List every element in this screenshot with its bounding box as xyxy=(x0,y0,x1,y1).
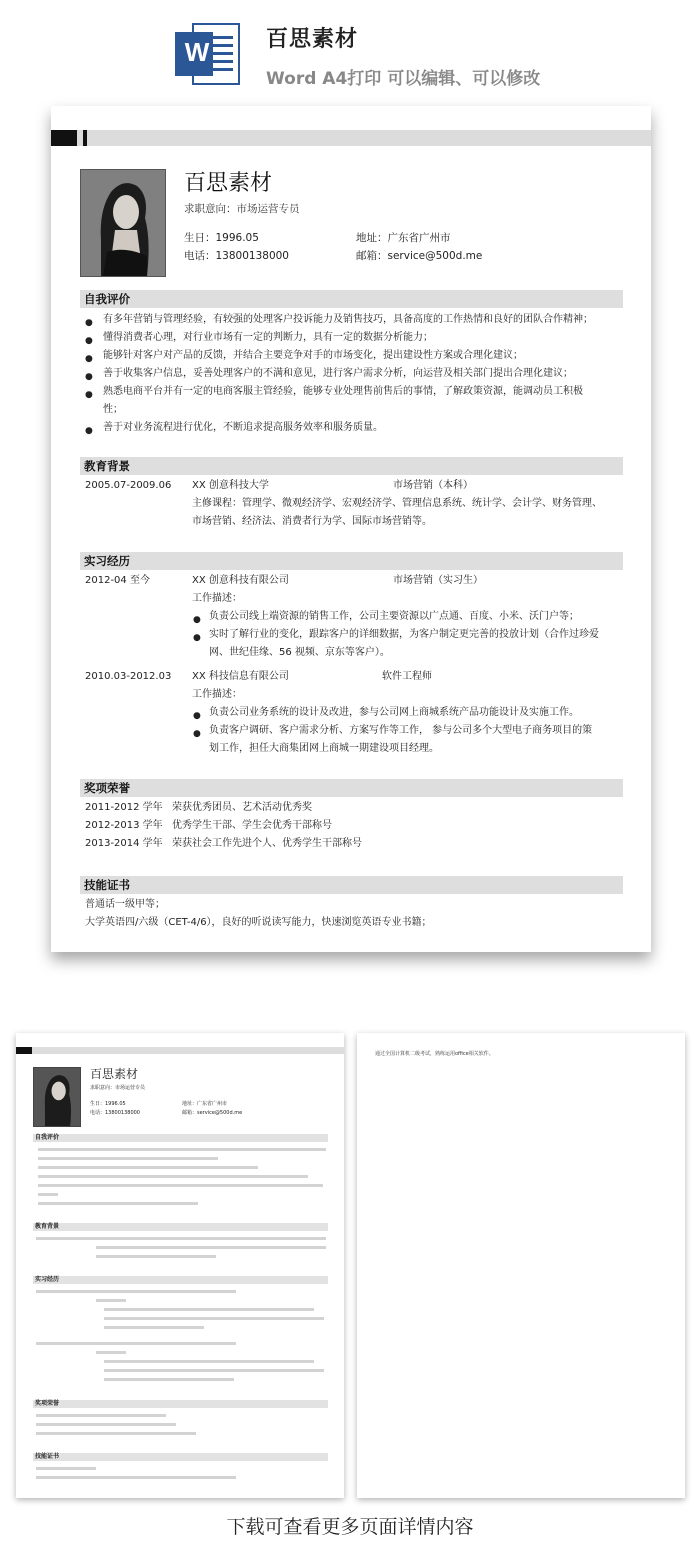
thumbnail-phone: 电话：13800138000 xyxy=(90,1110,140,1116)
award-text: 荣获优秀团员、艺术活动优秀奖 xyxy=(172,802,312,813)
self-eval-item: 能够针对客户对产品的反馈，并结合主要竞争对手的市场变化，提出建设性方案或合理化建议； xyxy=(103,350,523,361)
thumbnail-text-line xyxy=(36,1414,166,1417)
self-eval-item: 善于对业务流程进行优化，不断追求提高服务效率和服务质量。 xyxy=(103,422,383,433)
bullet-icon: ● xyxy=(193,729,201,739)
thumbnail-email: 邮箱：service@500d.me xyxy=(182,1110,243,1116)
thumbnail-address: 地址：广东省广州市 xyxy=(182,1101,228,1107)
thumbnail-text-line xyxy=(38,1157,218,1160)
award-year: 2013-2014 学年 xyxy=(85,838,163,849)
job-desc-line: 划工作，担任大商集团网上商城一期建设项目经理。 xyxy=(209,743,439,754)
thumbnail-text-line xyxy=(36,1432,196,1435)
self-eval-item: 有多年营销与管理经验，有较强的处理客户投诉能力及销售技巧，具备高度的工作热情和良好的团队合作精神； xyxy=(103,314,593,325)
banner-subtitle: Word A4打印 可以编辑、可以修改 xyxy=(266,69,541,89)
bullet-icon: ● xyxy=(85,426,93,436)
internship-heading: 实习经历 xyxy=(80,552,623,570)
thumbnail-header-bar xyxy=(16,1047,344,1054)
skills-heading: 技能证书 xyxy=(80,876,623,894)
thumbnail-section: 奖项荣誉 xyxy=(33,1400,328,1408)
education-courses: 市场营销、经济法、消费者行为学、国际市场营销等。 xyxy=(192,516,432,527)
thumbnail-text-line xyxy=(96,1299,126,1302)
header-bar-stripe xyxy=(83,130,87,146)
thumbnail-birth: 生日：1996.05 xyxy=(90,1101,126,1107)
resume-page xyxy=(51,106,651,952)
thumbnail-photo xyxy=(33,1067,81,1127)
thumbnail-text-line xyxy=(38,1202,198,1205)
education-courses: 主修课程：管理学、微观经济学、宏观经济学、管理信息系统、统计学、会计学、财务管理、 xyxy=(192,498,602,509)
job-desc-line: 网、世纪佳缘、56 视频、京东等客户）。 xyxy=(209,647,390,658)
job-desc-label: 工作描述： xyxy=(192,593,242,604)
self-eval-item: 善于收集客户信息，妥善处理客户的不满和意见，进行客户需求分析，向运营及相关部门提出合理化建议； xyxy=(103,368,573,379)
job-desc-line: 负责公司业务系统的设计及改进，参与公司网上商城系统产品功能设计及实施工作。 xyxy=(209,707,579,718)
job-role: 市场营销（实习生） xyxy=(393,575,483,586)
thumbnail-header-block xyxy=(16,1047,32,1054)
bullet-icon: ● xyxy=(193,615,201,625)
thumbnail-text-line xyxy=(38,1148,326,1151)
thumbnail-section: 实习经历 xyxy=(33,1276,328,1284)
thumbnail-section: 教育背景 xyxy=(33,1223,328,1231)
self-eval-item: 性； xyxy=(103,404,123,415)
thumbnail-page-2[interactable] xyxy=(357,1033,685,1498)
award-text: 荣获社会工作先进个人、优秀学生干部称号 xyxy=(172,838,362,849)
thumbnail-section: 自我评价 xyxy=(33,1134,328,1142)
footer-caption: 下载可查看更多页面详情内容 xyxy=(226,1516,474,1538)
job-desc-line: 负责客户调研、客户需求分析、方案写作等工作， 参与公司多个大型电子商务项目的策 xyxy=(209,725,593,736)
thumbnail-text-line xyxy=(38,1184,323,1187)
thumbnail-name: 百思素材 xyxy=(90,1067,139,1081)
education-major: 市场营销（本科） xyxy=(393,480,473,491)
award-year: 2011-2012 学年 xyxy=(85,802,163,813)
bullet-icon: ● xyxy=(85,390,93,400)
thumbnail-text-line xyxy=(96,1255,216,1258)
thumbnail-text-line xyxy=(104,1308,314,1311)
thumbnail-section: 技能证书 xyxy=(33,1453,328,1461)
thumbnail-text-line xyxy=(104,1378,234,1381)
thumbnail-text-line xyxy=(104,1369,324,1372)
self-eval-heading: 自我评价 xyxy=(80,290,623,308)
candidate-name: 百思素材 xyxy=(184,171,273,196)
banner-title: 百思素材 xyxy=(266,27,359,52)
thumbnail-text-line xyxy=(36,1467,96,1470)
skill-line: 大学英语四/六级（CET-4/6），良好的听说读写能力，快速浏览英语专业书籍； xyxy=(85,917,432,928)
self-eval-item: 懂得消费者心理，对行业市场有一定的判断力，具有一定的数据分析能力； xyxy=(103,332,433,343)
award-year: 2012-2013 学年 xyxy=(85,820,163,831)
thumbnail-text-line xyxy=(38,1175,308,1178)
bullet-icon: ● xyxy=(85,372,93,382)
education-period: 2005.07-2009.06 xyxy=(85,480,172,491)
thumbnail-text-line xyxy=(96,1351,126,1354)
address: 地址：广东省广州市 xyxy=(356,232,451,244)
phone-number: 电话：13800138000 xyxy=(184,250,289,262)
profile-photo xyxy=(80,169,166,277)
job-desc-line: 实时了解行业的变化，跟踪客户的详细数据，为客户制定更完善的投放计划（合作过珍爱 xyxy=(209,629,599,640)
job-desc-label: 工作描述： xyxy=(192,689,242,700)
job-company: XX 创意科技有限公司 xyxy=(192,575,289,586)
job-desc-line: 负责公司线上端资源的销售工作，公司主要资源以广点通、百度、小米、沃门户等； xyxy=(209,611,579,622)
thumbnail-intent: 求职意向：市场运营专员 xyxy=(90,1085,146,1091)
header-bar xyxy=(51,130,651,146)
thumbnail-text-line xyxy=(36,1290,236,1293)
thumbnail-text-line xyxy=(36,1476,236,1479)
job-intent: 求职意向：市场运营专员 xyxy=(184,203,300,215)
job-role: 软件工程师 xyxy=(382,671,432,682)
job-period: 2010.03-2012.03 xyxy=(85,671,172,682)
award-text: 优秀学生干部、学生会优秀干部称号 xyxy=(172,820,332,831)
awards-heading: 奖项荣誉 xyxy=(80,779,623,797)
skill-line: 普通话一级甲等； xyxy=(85,899,165,910)
email: 邮箱：service@500d.me xyxy=(356,250,483,262)
thumbnail-text-line xyxy=(38,1166,258,1169)
education-heading: 教育背景 xyxy=(80,457,623,475)
bullet-icon: ● xyxy=(193,633,201,643)
thumbnail-text-line xyxy=(38,1193,58,1196)
bullet-icon: ● xyxy=(85,318,93,328)
bullet-icon: ● xyxy=(85,336,93,346)
thumbnail-text-line xyxy=(36,1342,236,1345)
thumbnail-text-line xyxy=(36,1237,326,1240)
bullet-icon: ● xyxy=(85,354,93,364)
thumbnail-page-1[interactable] xyxy=(16,1033,344,1498)
thumbnail-text-line xyxy=(36,1423,176,1426)
thumbnail-text-line xyxy=(104,1317,324,1320)
word-icon-letter: W xyxy=(184,37,210,67)
self-eval-item: 熟悉电商平台并有一定的电商客服主管经验，能够专业处理售前售后的事情，了解政策资源，能调动员工积极 xyxy=(103,386,583,397)
thumbnail-page2-text: 通过全国计算机二级考试，熟练运用office相关软件。 xyxy=(375,1051,494,1057)
thumbnail-text-line xyxy=(96,1246,326,1249)
birth-date: 生日：1996.05 xyxy=(184,232,259,244)
thumbnail-text-line xyxy=(104,1326,204,1329)
thumbnail-text-line xyxy=(104,1360,314,1363)
education-school: XX 创意科技大学 xyxy=(192,480,269,491)
job-company: XX 科技信息有限公司 xyxy=(192,671,289,682)
header-bar-block xyxy=(51,130,77,146)
job-period: 2012-04 至今 xyxy=(85,575,150,586)
bullet-icon: ● xyxy=(193,711,201,721)
